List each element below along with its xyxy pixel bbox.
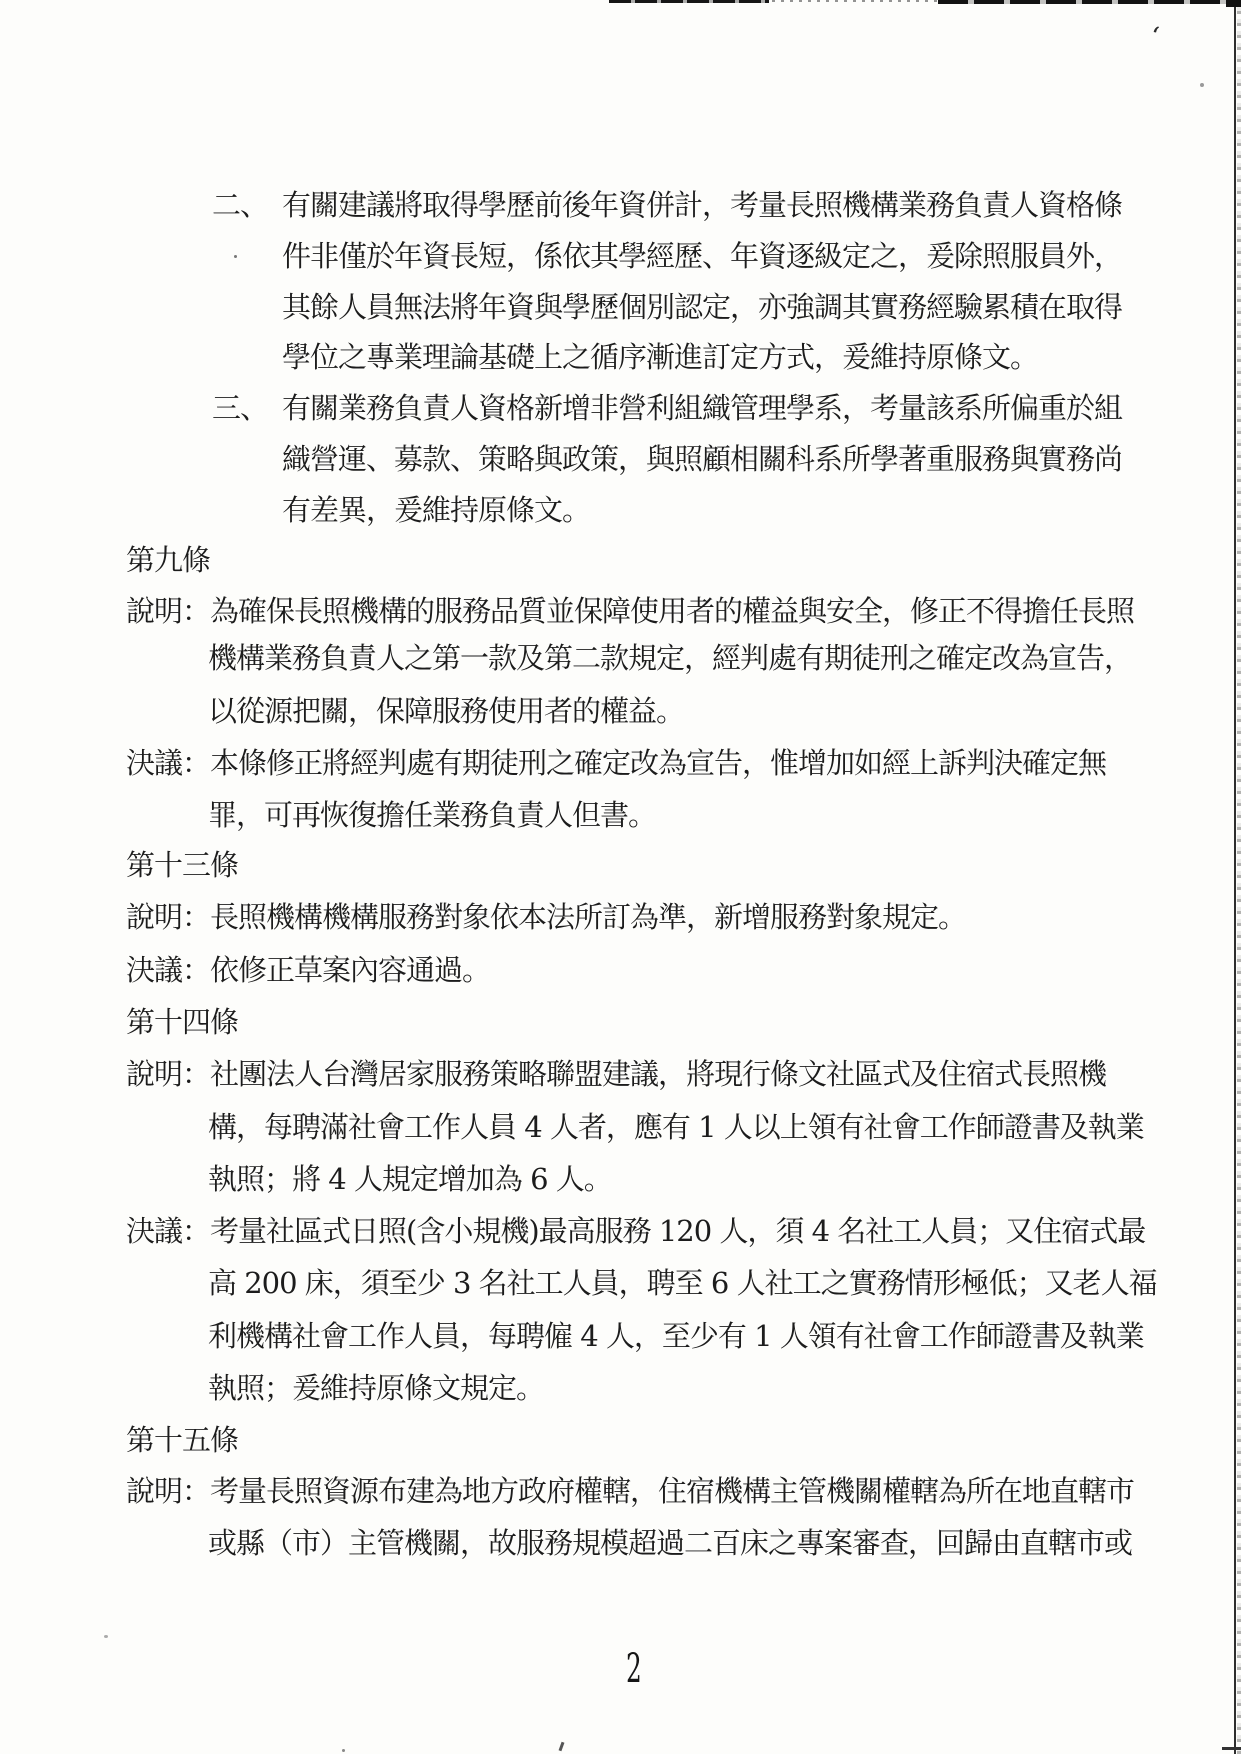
text-line: 以從源把關，保障服務使用者的權益。 bbox=[208, 694, 685, 728]
text-line: 第十四條 bbox=[126, 1005, 239, 1039]
text-line: 件非僅於年資長短，係依其學經歷、年資逐級定之，爰除照服員外， bbox=[282, 239, 1123, 273]
text-line: 有差異，爰維持原條文。 bbox=[282, 493, 591, 527]
text-line: 織營運、募款、策略與政策，與照顧相關科系所學著重服務與實務尚 bbox=[282, 442, 1123, 476]
page-number: 2 bbox=[626, 1646, 642, 1692]
text-line: 決議：考量社區式日照(含小規機)最高服務 120 人，須 4 名社工人員；又住宿式最 bbox=[126, 1214, 1146, 1248]
text-line: 說明：為確保長照機構的服務品質並保障使用者的權益與安全，修正不得擔任長照 bbox=[126, 594, 1135, 628]
text-line: 或縣（市）主管機關，故服務規模超過二百床之專案審查，回歸由直轄市或 bbox=[208, 1526, 1133, 1560]
text-line: 決議：依修正草案內容通過。 bbox=[126, 953, 491, 987]
scan-speck bbox=[342, 1749, 345, 1752]
scan-right-edge-noise bbox=[1237, 0, 1241, 1754]
scan-bottom-hook bbox=[1222, 1747, 1241, 1750]
text-line: 構，每聘滿社會工作人員 4 人者，應有 1 人以上領有社會工作師證書及執業 bbox=[208, 1110, 1144, 1144]
scan-streak-top-middle bbox=[772, 0, 937, 2]
text-line: 第十三條 bbox=[126, 848, 239, 882]
text-line: 其餘人員無法將年資與學歷個別認定，亦強調其實務經驗累積在取得 bbox=[282, 290, 1123, 324]
text-line: 說明：考量長照資源布建為地方政府權轄，住宿機構主管機關權轄為所在地直轄市 bbox=[126, 1474, 1135, 1508]
text-line: 學位之專業理論基礎上之循序漸進訂定方式，爰維持原條文。 bbox=[282, 340, 1039, 374]
text-line: 高 200 床，須至少 3 名社工人員，聘至 6 人社工之實務情形極低；又老人福 bbox=[208, 1266, 1157, 1300]
text-line: 二、 bbox=[212, 188, 269, 222]
scan-corner-blob bbox=[1226, 0, 1241, 7]
scan-streak-top-right bbox=[938, 0, 1241, 4]
text-line: 說明：長照機構機構服務對象依本法所訂為準，新增服務對象規定。 bbox=[126, 900, 967, 934]
text-line: 利機構社會工作人員，每聘僱 4 人，至少有 1 人領有社會工作師證書及執業 bbox=[208, 1319, 1144, 1353]
scan-speck bbox=[234, 255, 237, 258]
text-line: 說明：社團法人台灣居家服務策略聯盟建議，將現行條文社區式及住宿式長照機 bbox=[126, 1057, 1107, 1091]
text-line: 第十五條 bbox=[126, 1423, 239, 1457]
scan-speck bbox=[104, 1635, 108, 1638]
text-line: 三、 bbox=[212, 391, 269, 425]
text-line: 決議：本條修正將經判處有期徒刑之確定改為宣告，惟增加如經上訴判決確定無 bbox=[126, 746, 1107, 780]
scan-comma-mark: ʻ bbox=[1146, 21, 1162, 53]
text-line: 執照；爰維持原條文規定。 bbox=[208, 1371, 545, 1405]
scan-streak-top-left bbox=[609, 0, 769, 3]
scan-bottom-tick bbox=[559, 1742, 565, 1751]
text-line: 執照；將 4 人規定增加為 6 人。 bbox=[208, 1162, 612, 1196]
text-line: 有關業務負責人資格新增非營利組織管理學系，考量該系所偏重於組 bbox=[282, 391, 1123, 425]
scan-speck bbox=[1200, 83, 1204, 87]
text-line: 有關建議將取得學歷前後年資併計，考量長照機構業務負責人資格條 bbox=[282, 188, 1123, 222]
scan-right-edge-line bbox=[1234, 0, 1236, 1754]
text-line: 第九條 bbox=[126, 543, 211, 577]
text-line: 罪，可再恢復擔任業務負責人但書。 bbox=[208, 798, 657, 832]
text-line: 機構業務負責人之第一款及第二款規定，經判處有期徒刑之確定改為宣告， bbox=[208, 641, 1133, 675]
